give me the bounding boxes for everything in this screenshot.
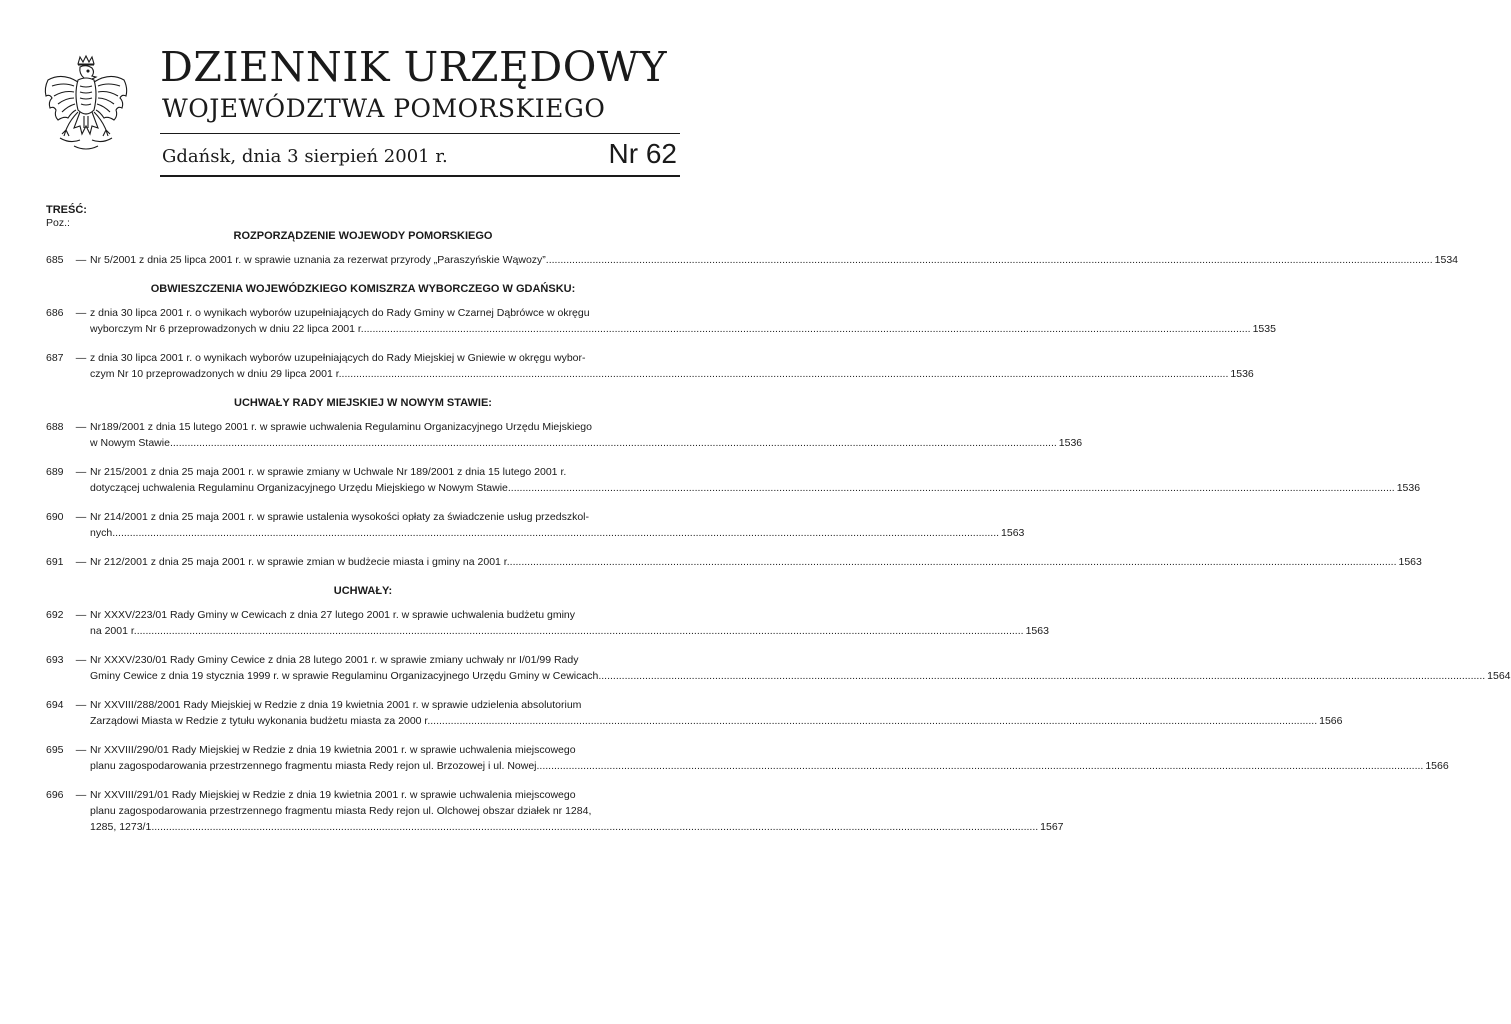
entry-text: 1285, 1273/1 (90, 821, 152, 833)
entry-dash: — (75, 789, 87, 801)
toc-entry (46, 742, 1449, 774)
toc-entry (46, 350, 1254, 382)
entry-line (90, 758, 1449, 774)
toc-entry (46, 554, 1422, 570)
entry-line (90, 350, 1254, 366)
entry-line (90, 803, 1064, 819)
page-number: 1536 (1396, 482, 1421, 494)
entry-text: Nr 5/2001 z dnia 25 lipca 2001 r. w sprawie uznania za rezerwat przyrody „Paraszyńskie Wąwozy” (90, 254, 546, 266)
entry-number: 689 (46, 466, 64, 478)
entry-text: czym Nr 10 przeprowadzonych w dniu 29 lipca 2001 r. (90, 368, 342, 380)
leader-dots (430, 713, 1317, 729)
entry-line (90, 787, 1064, 803)
entry-line (90, 697, 1342, 713)
entry-line (90, 623, 1049, 639)
toc-entry (46, 607, 1049, 639)
toc-entry (46, 252, 1458, 268)
entry-text: Nr 212/2001 z dnia 25 maja 2001 r. w sprawie zmian w budżecie miasta i gminy na 2001 r. (90, 556, 510, 568)
toc-entry (46, 787, 1064, 835)
entry-dash: — (75, 421, 87, 433)
entry-line (90, 419, 1082, 435)
entry-line (90, 652, 1511, 668)
leader-dots (170, 435, 1057, 451)
page-number: 1536 (1058, 437, 1083, 449)
entry-line (90, 366, 1254, 382)
entry-body (90, 419, 1082, 451)
entry-line (90, 668, 1511, 684)
page-number: 1534 (1434, 254, 1458, 266)
entry-body (90, 697, 1342, 729)
leader-dots (112, 525, 999, 541)
header-bottom-rule (160, 175, 680, 177)
entry-dash: — (75, 699, 87, 711)
entry-text: dotyczącej uchwalenia Regulaminu Organizacyjnego Urzędu Miejskiego w Nowym Stawie (90, 482, 508, 494)
entry-line (90, 525, 1024, 541)
entry-line (90, 713, 1342, 729)
entry-body (90, 787, 1064, 835)
toc-entry (46, 305, 1276, 337)
entry-text: nych (90, 527, 113, 539)
leader-dots (510, 554, 1397, 570)
entry-body (90, 652, 1511, 684)
page-number: 1563 (1025, 625, 1049, 637)
entry-line (90, 252, 1458, 268)
entry-text: z dnia 30 lipca 2001 r. o wynikach wyborów uzupełniających do Rady Miejskiej w Gniewie w okręgu wybor- (90, 352, 586, 364)
leader-dots (342, 366, 1229, 382)
page-number: 1567 (1040, 821, 1064, 833)
leader-dots (537, 758, 1424, 774)
leader-dots (598, 668, 1485, 684)
entry-dash: — (75, 352, 87, 364)
page-number: 1536 (1230, 368, 1254, 380)
entry-number: 695 (46, 744, 64, 756)
section-title: OBWIESZCZENIA WOJEWÓDZKIEGO KOMISZRZA WYBORCZEGO W GDAŃSKU: (150, 283, 576, 295)
entry-text: Nr XXXV/223/01 Rady Gminy w Cewicach z dnia 27 lutego 2001 r. w sprawie uchwalenia budżetu gminy (90, 609, 576, 621)
entry-text: Gminy Cewice z dnia 19 stycznia 1999 r. w sprawie Regulaminu Organizacyjnego Urzędu Gminy w Cewicach (90, 670, 599, 682)
entry-body (90, 509, 1024, 541)
toc-entry (46, 509, 1025, 541)
entry-number: 687 (46, 352, 64, 364)
entry-body (90, 742, 1449, 774)
entry-dash: — (75, 466, 87, 478)
toc-heading: TREŚĆ: (46, 204, 87, 216)
entry-line (90, 509, 1024, 525)
toc-entry (46, 652, 1511, 684)
entry-line (90, 819, 1064, 835)
toc-entry (46, 419, 1083, 451)
leader-dots (508, 480, 1395, 496)
entry-body (90, 554, 1422, 570)
entry-number: 694 (46, 699, 64, 711)
page-number: 1563 (1001, 527, 1025, 539)
page-number: 1564 (1487, 670, 1511, 682)
entry-dash: — (75, 254, 87, 266)
leader-dots (364, 321, 1251, 337)
entry-body (90, 252, 1458, 268)
issue-number: Nr 62 (608, 138, 677, 169)
entry-body (90, 350, 1254, 382)
entry-line (90, 464, 1420, 480)
entry-dash: — (75, 511, 87, 523)
section-title: UCHWAŁY RADY MIEJSKIEJ W NOWYM STAWIE: (234, 397, 492, 409)
entry-dash: — (75, 307, 87, 319)
page-number: 1566 (1319, 715, 1343, 727)
entry-text: z dnia 30 lipca 2001 r. o wynikach wyborów uzupełniających do Rady Gminy w Czarnej Dąbrówce w okręgu (90, 307, 590, 319)
page-number: 1563 (1398, 556, 1422, 568)
entry-dash: — (75, 654, 87, 666)
entry-text: Nr XXVIII/288/2001 Rady Miejskiej w Redzie z dnia 19 kwietnia 2001 r. w sprawie udzielenia absolutorium (90, 699, 582, 711)
entry-line (90, 435, 1082, 451)
toc-entry (46, 697, 1343, 729)
position-label: Poz.: (46, 217, 70, 229)
entry-text: Nr189/2001 z dnia 15 lutego 2001 r. w sprawie uchwalenia Regulaminu Organizacyjnego Urzędu Miejskiego (90, 421, 592, 433)
entry-body (90, 305, 1276, 337)
entry-dash: — (75, 556, 87, 568)
entry-number: 690 (46, 511, 64, 523)
entry-line (90, 305, 1276, 321)
masthead (0, 0, 724, 185)
entry-body (90, 607, 1049, 639)
entry-line (90, 321, 1276, 337)
date-line: Gdańsk, dnia 3 sierpień 2001 r. (162, 146, 448, 167)
entry-dash: — (75, 744, 87, 756)
entry-line (90, 554, 1422, 570)
entry-line (90, 742, 1449, 758)
journal-subtitle: WOJEWÓDZTWA POMORSKIEGO (162, 94, 606, 123)
entry-text: wyborczym Nr 6 przeprowadzonych w dniu 22 lipca 2001 r. (90, 323, 364, 335)
leader-dots (137, 623, 1024, 639)
entry-text: Nr 215/2001 z dnia 25 maja 2001 r. w sprawie zmiany w Uchwale Nr 189/2001 z dnia 15 lutego 2001 r. (90, 466, 567, 478)
header-divider (160, 133, 680, 134)
entry-text: Nr XXXV/230/01 Rady Gminy Cewice z dnia 28 lutego 2001 r. w sprawie zmiany uchwały nr I/01/99 Rady (90, 654, 579, 666)
entry-line (90, 480, 1420, 496)
entry-text: planu zagospodarowania przestrzennego fragmentu miasta Redy rejon ul. Olchowej obszar działek nr 1284, (90, 805, 592, 817)
entry-line (90, 607, 1049, 623)
entry-number: 685 (46, 254, 64, 266)
journal-title: DZIENNIK URZĘDOWY (160, 43, 668, 91)
entry-text: Nr 214/2001 z dnia 25 maja 2001 r. w sprawie ustalenia wysokości opłaty za świadczenie usług przedszkol- (90, 511, 590, 523)
table-of-contents (46, 203, 1511, 835)
entry-number: 693 (46, 654, 64, 666)
leader-dots (151, 819, 1038, 835)
entry-dash: — (75, 609, 87, 621)
entry-number: 691 (46, 556, 64, 568)
entry-text: Zarządowi Miasta w Redzie z tytułu wykonania budżetu miasta za 2000 r. (90, 715, 431, 727)
leader-dots (546, 252, 1433, 268)
entry-text: Nr XXVIII/291/01 Rady Miejskiej w Redzie z dnia 19 kwietnia 2001 r. w sprawie uchwalenia miejscowego (90, 789, 576, 801)
entry-number: 696 (46, 789, 64, 801)
entry-number: 686 (46, 307, 64, 319)
polish-eagle-emblem-icon (40, 54, 132, 158)
entry-text: Nr XXVIII/290/01 Rady Miejskiej w Redzie z dnia 19 kwietnia 2001 r. w sprawie uchwalenia miejscowego (90, 744, 576, 756)
entry-text: w Nowym Stawie (90, 437, 170, 449)
page-number: 1566 (1425, 760, 1449, 772)
section-title: UCHWAŁY: (333, 585, 393, 597)
entry-number: 692 (46, 609, 64, 621)
entry-text: planu zagospodarowania przestrzennego fragmentu miasta Redy rejon ul. Brzozowej i ul. Nowej (90, 760, 537, 772)
page-number: 1535 (1252, 323, 1276, 335)
section-title: ROZPORZĄDZENIE WOJEWODY POMORSKIEGO (233, 230, 493, 242)
entry-text: na 2001 r. (90, 625, 137, 637)
entry-number: 688 (46, 421, 64, 433)
toc-entry (46, 464, 1421, 496)
entry-body (90, 464, 1420, 496)
